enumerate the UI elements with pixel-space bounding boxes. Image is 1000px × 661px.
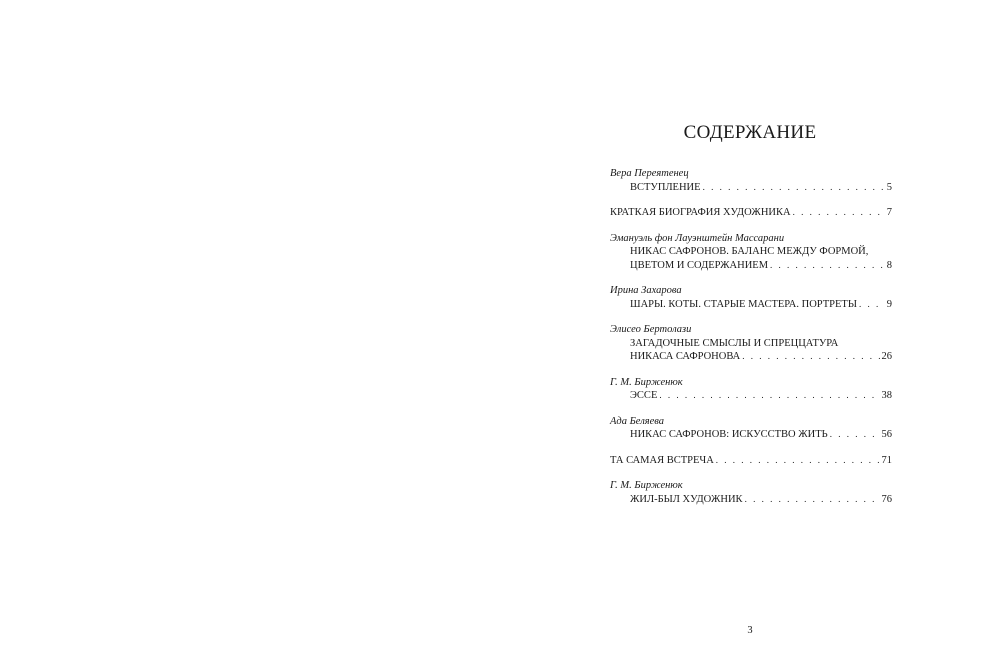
dot-leader xyxy=(742,350,879,364)
toc-entry-title: ЗАГАДОЧНЫЕ СМЫСЛЫ И СПРЕЦЦАТУРА xyxy=(630,337,839,349)
toc-entry-line[interactable] xyxy=(610,428,892,442)
toc-entry xyxy=(610,232,892,273)
dot-leader xyxy=(745,493,880,507)
toc-entry-author: Г. М. Бирженюк xyxy=(610,480,683,491)
toc-entry-title: НИКАС САФРОНОВ: ИСКУССТВО ЖИТЬ xyxy=(630,429,828,440)
toc-entry-page: 7 xyxy=(886,207,892,218)
toc-entry-title: КРАТКАЯ БИОГРАФИЯ ХУДОЖНИКА xyxy=(610,207,791,218)
toc-entry-page: 76 xyxy=(881,493,892,505)
toc-entry-page: 26 xyxy=(881,351,892,362)
dot-leader xyxy=(659,389,879,403)
toc-entry-page: 71 xyxy=(881,454,892,466)
toc-entry xyxy=(610,284,892,311)
toc-entry-title: ТА САМАЯ ВСТРЕЧА xyxy=(610,454,714,466)
page-number: 3 xyxy=(747,625,753,636)
toc-entry-author: Эмануэль фон Лауэнштейн Массарани xyxy=(610,232,785,244)
toc-entry xyxy=(610,376,892,403)
toc-entry-author: Г. М. Бирженюк xyxy=(610,376,683,388)
toc-entry-line[interactable] xyxy=(610,206,892,220)
toc-entry xyxy=(610,454,892,468)
toc-entry-page: 8 xyxy=(886,259,892,271)
toc-entry-title: ВСТУПЛЕНИЕ xyxy=(630,181,701,193)
toc-entry-line[interactable] xyxy=(610,298,892,312)
toc-entry-title: НИКАС САФРОНОВ. БАЛАНС МЕЖДУ ФОРМОЙ, xyxy=(630,246,869,257)
toc-entry xyxy=(610,206,892,220)
dot-leader xyxy=(770,259,885,273)
toc-entry xyxy=(610,479,892,506)
toc-entry-line[interactable] xyxy=(610,389,892,403)
toc-entry-page: 5 xyxy=(886,181,892,193)
dot-leader xyxy=(716,454,880,468)
toc-entry-line[interactable] xyxy=(610,454,892,468)
dot-leader xyxy=(830,428,880,442)
toc-entry-title: НИКАСА САФРОНОВА xyxy=(630,351,741,362)
toc-entry-page: 56 xyxy=(881,429,892,440)
toc-entry-page: 38 xyxy=(881,390,892,401)
toc-entry xyxy=(610,323,892,364)
toc-entry xyxy=(610,167,892,194)
toc-entry-author: Ирина Захарова xyxy=(610,285,682,296)
toc-title: СОДЕРЖАНИЕ xyxy=(683,122,817,143)
toc-entry-line[interactable] xyxy=(610,350,892,364)
toc-entry-line xyxy=(610,337,892,351)
right-page xyxy=(500,0,1000,661)
dot-leader xyxy=(793,206,885,220)
toc-entry-author: Ада Беляева xyxy=(610,415,665,427)
toc-entry-title: ШАРЫ. КОТЫ. СТАРЫЕ МАСТЕРА. ПОРТРЕТЫ xyxy=(630,298,858,310)
toc-entry-line[interactable] xyxy=(610,493,892,507)
toc-entry-title: ЖИЛ-БЫЛ ХУДОЖНИК xyxy=(630,493,743,505)
toc-entry-page: 9 xyxy=(886,298,892,310)
toc-entry-title: ЭССЕ xyxy=(630,390,658,401)
toc-entry-author: Элисео Бертолази xyxy=(610,324,692,335)
toc-entry-line[interactable] xyxy=(610,259,892,273)
toc-entry-author: Вера Переятенец xyxy=(610,168,689,179)
toc-entry-line xyxy=(610,245,892,259)
dot-leader xyxy=(859,298,885,312)
toc-entry-line[interactable] xyxy=(610,181,892,195)
dot-leader xyxy=(703,181,885,195)
toc-entry xyxy=(610,415,892,442)
toc-entry-title: ЦВЕТОМ И СОДЕРЖАНИЕМ xyxy=(630,259,769,271)
table-of-contents xyxy=(610,167,892,506)
